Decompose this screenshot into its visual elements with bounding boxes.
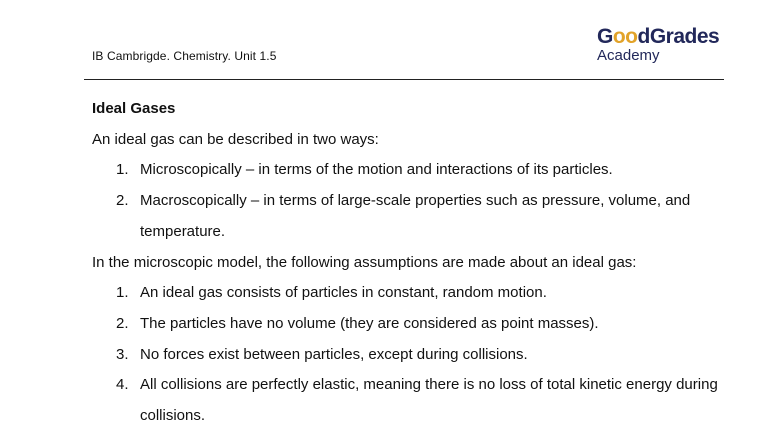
list-item-number: 2. [116, 192, 129, 210]
assumptions-list [92, 278, 732, 432]
goodgrades-academy-logo [597, 26, 719, 63]
document-body [92, 94, 732, 432]
list-item-number: 1. [116, 161, 129, 179]
list-item [92, 370, 732, 431]
list-item [92, 278, 732, 309]
logo-subtitle: Academy [597, 47, 660, 64]
logo-letters-rest: dGrades [637, 25, 720, 48]
ways-list [92, 155, 732, 247]
list-item [92, 186, 732, 247]
logo-wordmark [597, 26, 719, 48]
list-item [92, 309, 732, 340]
list-item-number: 3. [116, 345, 129, 363]
list-item-number: 1. [116, 284, 129, 302]
list-item-text: All collisions are perfectly elastic, meaning there is no loss of total kinetic energy during collisions. [140, 376, 718, 425]
list-item-text: No forces exist between particles, except during collisions. [140, 345, 528, 363]
list-item [92, 155, 732, 186]
list-item-number: 2. [116, 314, 129, 332]
assumptions-intro: In the microscopic model, the following assumptions are made about an ideal gas: [92, 253, 637, 271]
intro-paragraph: An ideal gas can be described in two ways: [92, 130, 379, 148]
list-item-text: Macroscopically – in terms of large-scale properties such as pressure, volume, and temperature. [140, 192, 691, 240]
logo-letters-oo: oo [612, 25, 638, 48]
section-heading: Ideal Gases [92, 100, 176, 117]
list-item [92, 340, 732, 371]
list-item-number: 4. [116, 376, 129, 394]
list-item-text: Microscopically – in terms of the motion and interactions of its particles. [140, 161, 613, 179]
list-item-text: An ideal gas consists of particles in constant, random motion. [140, 284, 547, 302]
header-divider [84, 79, 724, 80]
logo-letter-g: G [597, 25, 613, 48]
list-item-text: The particles have no volume (they are considered as point masses). [140, 314, 599, 332]
document-header-title: IB Cambrigde. Chemistry. Unit 1.5 [92, 49, 277, 63]
